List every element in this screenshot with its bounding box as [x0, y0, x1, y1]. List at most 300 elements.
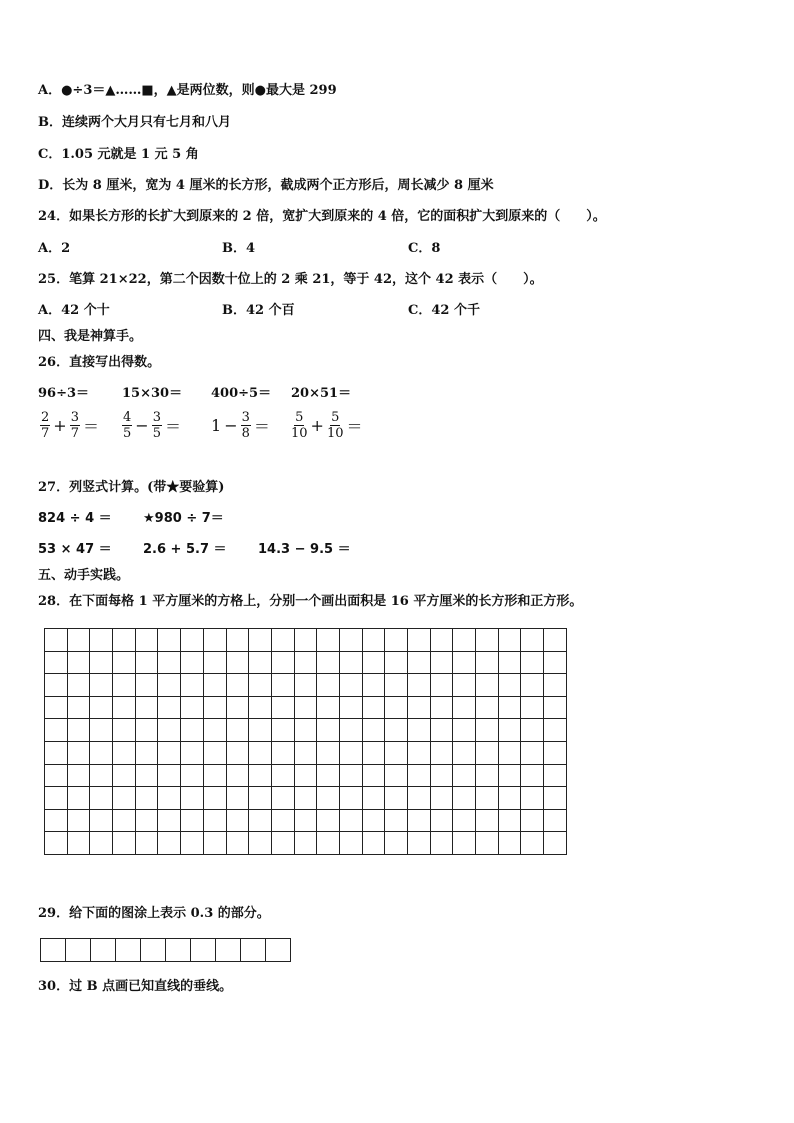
grid-cell[interactable]	[498, 696, 521, 719]
grid-cell[interactable]	[408, 651, 431, 674]
grid-cell[interactable]	[45, 629, 68, 652]
grid-cell[interactable]	[453, 719, 476, 742]
q23-option-d: D．长为 8 厘米，宽为 4 厘米的长方形，截成两个正方形后，周长减少 8 厘米	[38, 178, 494, 193]
grid-cell[interactable]	[67, 809, 90, 832]
grid-cell[interactable]	[294, 696, 317, 719]
fraction	[291, 410, 308, 441]
strip-cell[interactable]	[266, 939, 291, 962]
grid-cell[interactable]	[226, 809, 249, 832]
grid-cell[interactable]	[317, 674, 340, 697]
grid-cell[interactable]	[339, 651, 362, 674]
grid-cell[interactable]	[362, 741, 385, 764]
grid-cell[interactable]	[181, 764, 204, 787]
decimal-strip[interactable]	[40, 938, 291, 962]
grid-cell[interactable]	[249, 651, 272, 674]
grid-cell[interactable]	[544, 809, 567, 832]
grid-cell[interactable]	[203, 832, 226, 855]
q25-stem: 25．笔算 21×22，第二个因数十位上的 2 乘 21，等于 42，这个 42 表示（ ）。	[38, 272, 543, 287]
grid-cell[interactable]	[521, 809, 544, 832]
grid-cell[interactable]	[158, 764, 181, 787]
grid-cell[interactable]	[67, 832, 90, 855]
grid-cell[interactable]	[294, 787, 317, 810]
grid-cell[interactable]	[90, 741, 113, 764]
grid-cell[interactable]	[453, 832, 476, 855]
q24-stem: 24．如果长方形的长扩大到原来的 2 倍，宽扩大到原来的 4 倍，它的面积扩大到原来的（ ）。	[38, 209, 606, 224]
grid-cell[interactable]	[181, 696, 204, 719]
whole-number: 1	[211, 416, 222, 435]
grid-cell[interactable]	[408, 787, 431, 810]
grid-cell[interactable]	[408, 741, 431, 764]
grid-cell[interactable]	[453, 629, 476, 652]
grid-cell[interactable]	[317, 629, 340, 652]
strip-cell[interactable]	[216, 939, 241, 962]
grid-cell[interactable]	[135, 832, 158, 855]
q26-calc-2: 15×30＝	[122, 386, 183, 401]
grid-cell[interactable]	[544, 741, 567, 764]
grid-cell[interactable]	[317, 741, 340, 764]
grid-cell[interactable]	[158, 674, 181, 697]
q26-calc-1: 96÷3＝	[38, 386, 90, 401]
grid-cell[interactable]	[498, 651, 521, 674]
grid-cell[interactable]	[45, 832, 68, 855]
numerator: 3	[241, 410, 250, 425]
grid-cell[interactable]	[362, 629, 385, 652]
grid-cell[interactable]	[476, 674, 499, 697]
grid-cell[interactable]	[453, 764, 476, 787]
q27-calc-2: ★980 ÷ 7＝	[143, 511, 224, 526]
grid-cell[interactable]	[476, 764, 499, 787]
grid-cell[interactable]	[476, 832, 499, 855]
grid-cell[interactable]	[249, 741, 272, 764]
grid-cell[interactable]	[135, 651, 158, 674]
grid-cell[interactable]	[271, 832, 294, 855]
grid-cell[interactable]	[158, 809, 181, 832]
grid-cell[interactable]	[181, 674, 204, 697]
q23-option-b: B．连续两个大月只有七月和八月	[38, 115, 231, 130]
grid-cell[interactable]	[45, 674, 68, 697]
grid-cell[interactable]	[362, 696, 385, 719]
grid-cell[interactable]	[430, 719, 453, 742]
grid-cell[interactable]	[45, 809, 68, 832]
grid-cell[interactable]	[90, 832, 113, 855]
numerator: 2	[41, 410, 50, 425]
grid-cell[interactable]	[294, 741, 317, 764]
grid-cell[interactable]	[158, 719, 181, 742]
grid-cell[interactable]	[385, 741, 408, 764]
grid-cell[interactable]	[158, 741, 181, 764]
grid-cell[interactable]	[271, 809, 294, 832]
grid-cell[interactable]	[294, 809, 317, 832]
grid-cell[interactable]	[430, 787, 453, 810]
grid-cell[interactable]	[45, 651, 68, 674]
grid-cell[interactable]	[408, 764, 431, 787]
q28-stem: 28．在下面每格 1 平方厘米的方格上，分别一个画出面积是 16 平方厘米的长方形和正方形。	[38, 594, 583, 609]
q27-calc-1: 824 ÷ 4 ＝	[38, 511, 112, 526]
grid-cell[interactable]	[339, 696, 362, 719]
q26-fraction-expr-3	[211, 410, 270, 441]
grid-cell[interactable]	[67, 719, 90, 742]
grid-cell[interactable]	[271, 696, 294, 719]
grid-cell[interactable]	[113, 651, 136, 674]
grid-cell[interactable]	[226, 629, 249, 652]
grid-cell[interactable]	[249, 832, 272, 855]
grid-cell[interactable]	[498, 764, 521, 787]
grid-cell[interactable]	[339, 832, 362, 855]
grid-cell[interactable]	[271, 674, 294, 697]
strip-cell[interactable]	[66, 939, 91, 962]
grid-cell[interactable]	[249, 764, 272, 787]
grid-cell[interactable]	[113, 696, 136, 719]
grid-cell[interactable]	[362, 651, 385, 674]
grid-cell[interactable]	[430, 809, 453, 832]
q24-option-b: B．4	[222, 241, 256, 256]
grid-cell[interactable]	[181, 629, 204, 652]
grid-cell[interactable]	[181, 787, 204, 810]
grid-cell[interactable]	[362, 764, 385, 787]
numerator: 3	[70, 410, 79, 425]
grid-cell[interactable]	[158, 832, 181, 855]
grid-cell[interactable]	[226, 741, 249, 764]
grid-cell[interactable]	[430, 651, 453, 674]
denominator: 8	[241, 426, 250, 441]
grid-cell[interactable]	[135, 764, 158, 787]
fraction	[152, 410, 162, 441]
grid-cell[interactable]	[476, 787, 499, 810]
grid-cell[interactable]	[226, 764, 249, 787]
grid-cell[interactable]	[453, 696, 476, 719]
grid-cell[interactable]	[135, 809, 158, 832]
grid-cell[interactable]	[430, 696, 453, 719]
grid-cell[interactable]	[181, 719, 204, 742]
equals: ＝	[164, 417, 181, 436]
grid-cell[interactable]	[430, 674, 453, 697]
grid-cell[interactable]	[339, 674, 362, 697]
q24-option-c: C．8	[408, 241, 441, 256]
grid-cell[interactable]	[453, 741, 476, 764]
grid-cell[interactable]	[203, 787, 226, 810]
grid-cell[interactable]	[385, 629, 408, 652]
grid-cell[interactable]	[294, 764, 317, 787]
grid-cell[interactable]	[135, 741, 158, 764]
grid-cell[interactable]	[181, 651, 204, 674]
fraction	[40, 410, 50, 441]
grid-cell[interactable]	[181, 832, 204, 855]
grid-cell[interactable]	[90, 809, 113, 832]
grid-cell[interactable]	[113, 741, 136, 764]
grid-cell[interactable]	[226, 719, 249, 742]
grid-cell[interactable]	[430, 832, 453, 855]
grid-cell[interactable]	[362, 809, 385, 832]
grid-cell[interactable]	[521, 629, 544, 652]
strip-cell[interactable]	[241, 939, 266, 962]
operator: −	[224, 416, 238, 435]
numerator: 3	[152, 410, 161, 425]
grid-cell[interactable]	[453, 809, 476, 832]
grid-cell[interactable]	[203, 651, 226, 674]
denominator: 7	[70, 426, 79, 441]
grid-cell[interactable]	[385, 674, 408, 697]
section-5-heading: 五、动手实践。	[38, 568, 130, 583]
grid-cell[interactable]	[317, 764, 340, 787]
grid-cell[interactable]	[339, 764, 362, 787]
grid-cell[interactable]	[544, 787, 567, 810]
grid-cell[interactable]	[544, 629, 567, 652]
grid-cell[interactable]	[544, 832, 567, 855]
grid-cell[interactable]	[45, 741, 68, 764]
grid-cell[interactable]	[45, 719, 68, 742]
strip-cell[interactable]	[116, 939, 141, 962]
grid-cell[interactable]	[521, 651, 544, 674]
grid-cell[interactable]	[317, 787, 340, 810]
grid-cell[interactable]	[498, 832, 521, 855]
grid-cell[interactable]	[544, 674, 567, 697]
grid-cell[interactable]	[158, 651, 181, 674]
grid-cell[interactable]	[476, 651, 499, 674]
grid-cell[interactable]	[113, 764, 136, 787]
q27-calc-4: 2.6 + 5.7 ＝	[143, 542, 227, 557]
grid-cell[interactable]	[476, 629, 499, 652]
q23-option-a: A．●÷3＝▲……■，▲是两位数，则●最大是 299	[38, 83, 337, 98]
grid-cell[interactable]	[203, 809, 226, 832]
strip-cell[interactable]	[191, 939, 216, 962]
denominator: 10	[291, 426, 308, 441]
grid-cell[interactable]	[498, 719, 521, 742]
grid-cell[interactable]	[430, 764, 453, 787]
grid-cell[interactable]	[90, 719, 113, 742]
q26-fraction-expr-1	[40, 410, 99, 441]
grid-cell[interactable]	[90, 696, 113, 719]
grid-cell[interactable]	[67, 764, 90, 787]
grid-cell[interactable]	[544, 764, 567, 787]
grid-cell[interactable]	[45, 764, 68, 787]
fraction	[70, 410, 80, 441]
grid-cell[interactable]	[113, 809, 136, 832]
square-grid[interactable]	[44, 628, 567, 855]
grid-cell[interactable]	[339, 741, 362, 764]
q24-option-a: A．2	[38, 241, 71, 256]
grid-cell[interactable]	[45, 696, 68, 719]
q25-option-b: B．42 个百	[222, 303, 295, 318]
grid-cell[interactable]	[476, 741, 499, 764]
grid-cell[interactable]	[544, 651, 567, 674]
grid-cell[interactable]	[271, 764, 294, 787]
grid-cell[interactable]	[271, 741, 294, 764]
grid-cell[interactable]	[45, 787, 68, 810]
grid-cell[interactable]	[339, 787, 362, 810]
grid-cell[interactable]	[362, 787, 385, 810]
operator: +	[53, 416, 67, 435]
grid-cell[interactable]	[385, 787, 408, 810]
grid-cell[interactable]	[521, 741, 544, 764]
grid-cell[interactable]	[521, 832, 544, 855]
grid-cell[interactable]	[67, 674, 90, 697]
grid-cell[interactable]	[113, 832, 136, 855]
operator: +	[310, 416, 324, 435]
grid-cell[interactable]	[67, 787, 90, 810]
grid-cell[interactable]	[521, 787, 544, 810]
grid-cell[interactable]	[90, 651, 113, 674]
q26-fraction-expr-4	[291, 410, 363, 441]
equals: ＝	[82, 417, 99, 436]
grid-cell[interactable]	[271, 651, 294, 674]
grid-cell[interactable]	[385, 764, 408, 787]
grid-cell[interactable]	[271, 629, 294, 652]
grid-cell[interactable]	[385, 809, 408, 832]
q26-calc-4: 20×51＝	[291, 386, 352, 401]
grid-cell[interactable]	[135, 674, 158, 697]
grid-cell[interactable]	[249, 719, 272, 742]
q25-option-a: A．42 个十	[38, 303, 110, 318]
strip-cell[interactable]	[166, 939, 191, 962]
denominator: 5	[152, 426, 161, 441]
grid-cell[interactable]	[249, 696, 272, 719]
fraction	[122, 410, 132, 441]
grid-cell[interactable]	[498, 809, 521, 832]
grid-cell[interactable]	[317, 651, 340, 674]
grid-cell[interactable]	[476, 719, 499, 742]
grid-cell[interactable]	[113, 787, 136, 810]
grid-cell[interactable]	[181, 809, 204, 832]
grid-cell[interactable]	[317, 719, 340, 742]
grid-cell[interactable]	[203, 764, 226, 787]
denominator: 7	[41, 426, 50, 441]
q23-option-c: C．1.05 元就是 1 元 5 角	[38, 147, 199, 162]
grid-cell[interactable]	[294, 832, 317, 855]
grid-cell[interactable]	[408, 832, 431, 855]
q26-stem: 26．直接写出得数。	[38, 355, 161, 370]
grid-cell[interactable]	[362, 832, 385, 855]
grid-cell[interactable]	[521, 719, 544, 742]
grid-cell[interactable]	[453, 674, 476, 697]
grid-cell[interactable]	[271, 719, 294, 742]
grid-cell[interactable]	[408, 629, 431, 652]
grid-cell[interactable]	[203, 696, 226, 719]
grid-cell[interactable]	[385, 651, 408, 674]
grid-cell[interactable]	[385, 696, 408, 719]
grid-cell[interactable]	[90, 787, 113, 810]
grid-cell[interactable]	[113, 719, 136, 742]
fraction	[327, 410, 344, 441]
grid-cell[interactable]	[203, 719, 226, 742]
grid-cell[interactable]	[67, 651, 90, 674]
grid-cell[interactable]	[67, 741, 90, 764]
grid-cell[interactable]	[294, 629, 317, 652]
grid-cell[interactable]	[158, 696, 181, 719]
grid-cell[interactable]	[544, 696, 567, 719]
grid-cell[interactable]	[544, 719, 567, 742]
grid-cell[interactable]	[408, 674, 431, 697]
grid-cell[interactable]	[317, 832, 340, 855]
grid-cell[interactable]	[294, 674, 317, 697]
q29-stem: 29．给下面的图涂上表示 0.3 的部分。	[38, 906, 270, 921]
grid-cell[interactable]	[408, 719, 431, 742]
grid-cell[interactable]	[135, 787, 158, 810]
grid-cell[interactable]	[158, 629, 181, 652]
grid-cell[interactable]	[67, 629, 90, 652]
grid-cell[interactable]	[135, 696, 158, 719]
grid-cell[interactable]	[226, 674, 249, 697]
equals: ＝	[253, 417, 270, 436]
q30-stem: 30．过 B 点画已知直线的垂线。	[38, 979, 233, 994]
grid-cell[interactable]	[181, 741, 204, 764]
grid-cell[interactable]	[476, 696, 499, 719]
q27-stem: 27．列竖式计算。(带★要验算)	[38, 480, 225, 495]
strip-cell[interactable]	[141, 939, 166, 962]
grid-cell[interactable]	[453, 651, 476, 674]
grid-cell[interactable]	[362, 674, 385, 697]
q27-calc-3: 53 × 47 ＝	[38, 542, 112, 557]
grid-cell[interactable]	[203, 629, 226, 652]
grid-cell[interactable]	[203, 674, 226, 697]
grid-cell[interactable]	[498, 741, 521, 764]
grid-cell[interactable]	[521, 764, 544, 787]
grid-cell[interactable]	[249, 787, 272, 810]
grid-cell[interactable]	[476, 809, 499, 832]
grid-cell[interactable]	[294, 651, 317, 674]
grid-cell[interactable]	[226, 696, 249, 719]
grid-cell[interactable]	[135, 719, 158, 742]
grid-cell[interactable]	[339, 719, 362, 742]
grid-cell[interactable]	[317, 696, 340, 719]
grid-cell[interactable]	[90, 629, 113, 652]
strip-cell[interactable]	[41, 939, 66, 962]
grid-cell[interactable]	[90, 674, 113, 697]
grid-cell[interactable]	[521, 696, 544, 719]
numerator: 5	[295, 410, 304, 425]
section-4-heading: 四、我是神算手。	[38, 329, 143, 344]
denominator: 5	[123, 426, 132, 441]
grid-cell[interactable]	[339, 629, 362, 652]
grid-cell[interactable]	[249, 629, 272, 652]
grid-cell[interactable]	[226, 651, 249, 674]
grid-cell[interactable]	[408, 809, 431, 832]
numerator: 5	[331, 410, 340, 425]
grid-cell[interactable]	[90, 764, 113, 787]
grid-cell[interactable]	[67, 696, 90, 719]
grid-cell[interactable]	[430, 741, 453, 764]
strip-cell[interactable]	[91, 939, 116, 962]
grid-cell[interactable]	[226, 787, 249, 810]
numerator: 4	[123, 410, 132, 425]
grid-cell[interactable]	[521, 674, 544, 697]
grid-cell[interactable]	[158, 787, 181, 810]
fraction	[241, 410, 251, 441]
grid-cell[interactable]	[249, 809, 272, 832]
equals: ＝	[346, 417, 363, 436]
grid-cell[interactable]	[113, 629, 136, 652]
grid-cell[interactable]	[203, 741, 226, 764]
grid-cell[interactable]	[294, 719, 317, 742]
grid-cell[interactable]	[271, 787, 294, 810]
grid-cell[interactable]	[249, 674, 272, 697]
grid-cell[interactable]	[385, 832, 408, 855]
grid-cell[interactable]	[453, 787, 476, 810]
q27-calc-5: 14.3 − 9.5 ＝	[258, 542, 351, 557]
grid-cell[interactable]	[317, 809, 340, 832]
grid-cell[interactable]	[408, 696, 431, 719]
grid-cell[interactable]	[385, 719, 408, 742]
grid-cell[interactable]	[498, 787, 521, 810]
grid-cell[interactable]	[135, 629, 158, 652]
grid-cell[interactable]	[498, 674, 521, 697]
grid-cell[interactable]	[339, 809, 362, 832]
grid-cell[interactable]	[113, 674, 136, 697]
grid-cell[interactable]	[362, 719, 385, 742]
grid-cell[interactable]	[430, 629, 453, 652]
grid-cell[interactable]	[226, 832, 249, 855]
grid-cell[interactable]	[498, 629, 521, 652]
operator: −	[135, 416, 149, 435]
